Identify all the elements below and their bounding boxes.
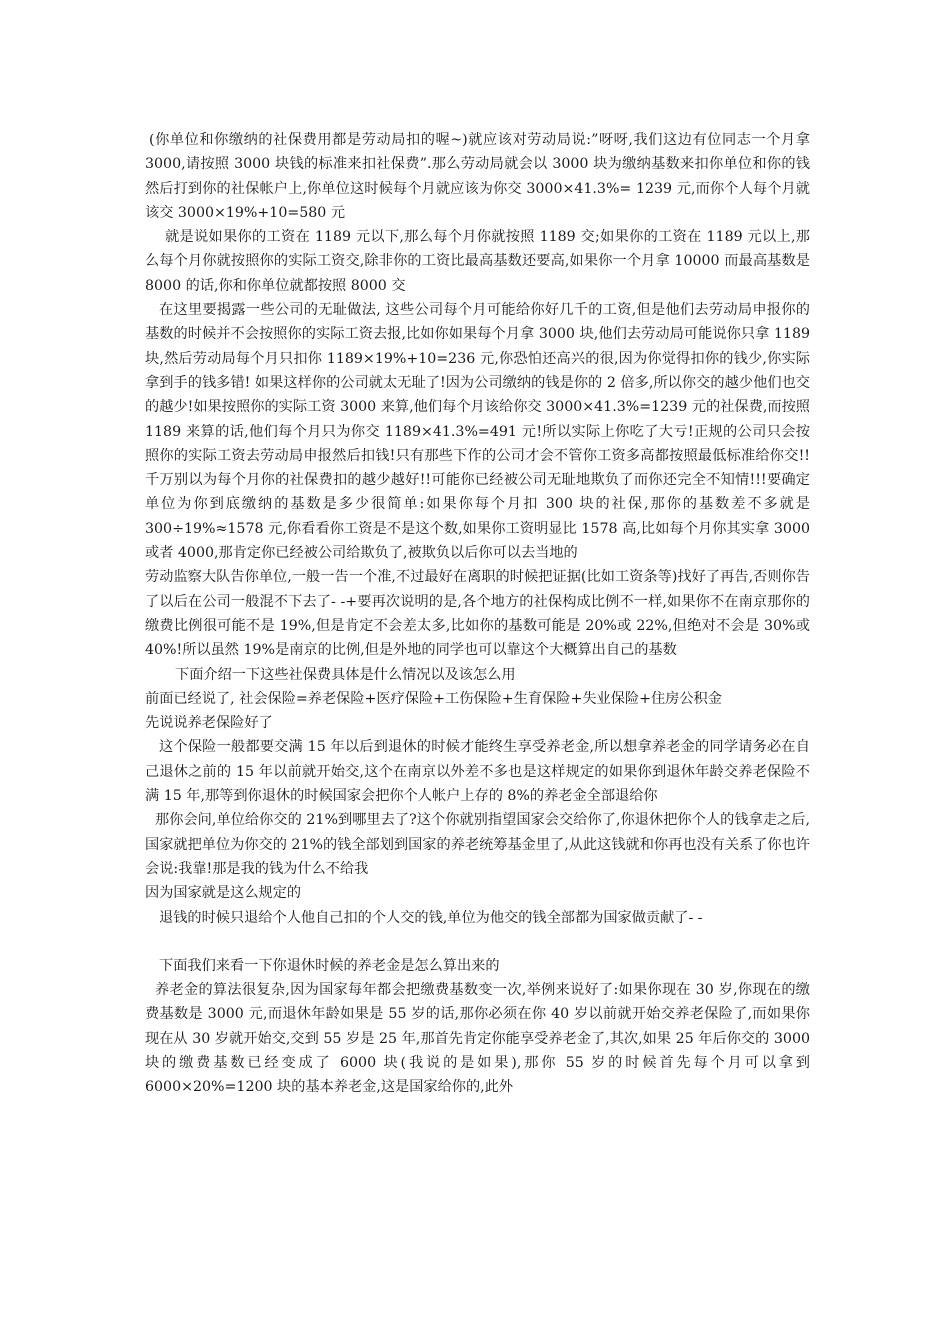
paragraph-pension-calc-example: 养老金的算法很复杂,因为国家每年都会把缴费基数变一次,举例来说好了:如果你现在 30 岁,你现在的缴费基数是 3000 元,而退休年龄如果是 55 岁的话,那你必须在你 40 岁以前就开始交养老保险了,而如果你现在从 30 岁就开始交,交到 55 岁是 25 年,那首先肯定你能享受养老金了,其次,如果 25 年后你交的 3000 块的缴费基数已经变成了 6000 块(我说的是如果),那你 55 岁的时候首先每个月可以拿到 6000×20%=1200 块的基本养老金,这是国家给你的,此外 — [145, 982, 810, 1096]
paragraph-contribution-base: (你单位和你缴纳的社保费用都是劳动局扣的喔~)就应该对劳动局说:”呀呀,我们这边有位同志一个月拿 3000,请按照 3000 块钱的标准来扣社保费”.那么劳动局就会以 3000 块为缴纳基数来扣你单位和你的钱然后打到你的社保帐户上,你单位这时候每个月就应该为你交 3000×41.3%= 1239 元,而你个人每个月就该交 3000×19%+10=580 元 — [145, 132, 810, 221]
paragraph-pension-calc-heading: 下面我们来看一下你退休时候的养老金是怎么算出来的 — [159, 957, 500, 974]
paragraph-pension-heading: 先说说养老保险好了 — [145, 715, 273, 732]
paragraph-state-rule: 因为国家就是这么规定的 — [145, 885, 302, 902]
paragraph-pension-15-years: 这个保险一般都要交满 15 年以后到退休的时候才能终生享受养老金,所以想拿养老金的同学请务必在自己退休之前的 15 年以前就开始交,这个在南京以外差不多也是这样规定的如果你到退休年龄交养老保险不满 15 年,那等到你退休的时候国家会把你个人帐户上存的 8%的养老金全部退给你 — [145, 739, 810, 805]
paragraph-unit-21-percent: 那你会问,单位给你交的 21%到哪里去了?这个你就别指望国家会交给你了,你退休把你个人的钱拿走之后,国家就把单位为你交的 21%的钱全部划到国家的养老统筹基金里了,从此这钱就和你再也没有关系了你也许会说:我靠!那是我的钱为什么不给我 — [145, 812, 810, 877]
paragraph-labor-inspection: 劳动监察大队告你单位,一般一告一个准,不过最好在离职的时候把证据(比如工资条等)找好了再告,否则你告了以后在公司一般混不下去了- -+要再次说明的是,各个地方的社保构成比例不一样,如果你不在南京那你的缴费比例很可能不是 19%,但是肯定不会差太多,比如你的基数可能是 20%或 22%,但绝对不会是 30%或 40%!所以虽然 19%是南京的比例,但是外地的同学也可以靠这个大概算出自己的基数 — [145, 569, 810, 659]
paragraph-refund-rule: 退钱的时候只退给个人他自己扣的个人交的钱,单位为他交的钱全部都为国家做贡献了- - — [159, 909, 703, 926]
paragraph-intro-usage: 下面介绍一下这些社保费具体是什么情况以及该怎么用 — [175, 666, 516, 683]
paragraph-min-max-base: 就是说如果你的工资在 1189 元以下,那么每个月你就按照 1189 交;如果你的工资在 1189 元以上,那么每个月你就按照你的实际工资交,除非你的工资比最高基数还要高,如果你一个月拿 10000 而最高基数是 8000 的话,你和你单位就都按照 8000 交 — [145, 229, 810, 294]
paragraph-gap — [145, 930, 810, 954]
paragraph-insurance-types: 前面已经说了, 社会保险=养老保险+医疗保险+工伤保险+生育保险+失业保险+住房公积金 — [145, 690, 722, 707]
paragraph-company-practices: 在这里要揭露一些公司的无耻做法, 这些公司每个月可能给你好几千的工资,但是他们去劳动局申报你的基数的时候并不会按照你的实际工资去报,比如你如果每个月拿 3000 块,他们去劳动局可能说你只拿 1189 块,然后劳动局每个月只扣你 1189×19%+10=236 元,你恐怕还高兴的很,因为你觉得扣你的钱少,你实际拿到手的钱多错! 如果这样你的公司就太无耻了!因为公司缴纳的钱是你的 2 倍多,所以你交的越少他们也交的越少!如果按照你的实际工资 3000 来算,他们每个月该给你交 3000×41.3%=1239 元的社保费,而按照 1189 来算的话,他们每个月只为你交 1189×41.3%=491 元!所以实际上你吃了大亏!正规的公司只会按照你的实际工资去劳动局申报然后扣钱!只有那些下作的公司才会不管你工资多高都按照最低标准给你交!!千万别以为每个月你的社保费扣的越少越好!!可能你已经被公司无耻地欺负了而你还完全不知情!!!要确定单位为你到底缴纳的基数是多少很简单:如果你每个月扣 300 块的社保,那你的基数差不多就是 300÷19%≈1578 元,你看看你工资是不是这个数,如果你工资明显比 1578 高,比如每个月你其实拿 3000 或者 4000,那肯定你已经被公司给欺负了,被欺负以后你可以去当地的 — [145, 302, 810, 562]
document-body — [145, 128, 810, 1100]
